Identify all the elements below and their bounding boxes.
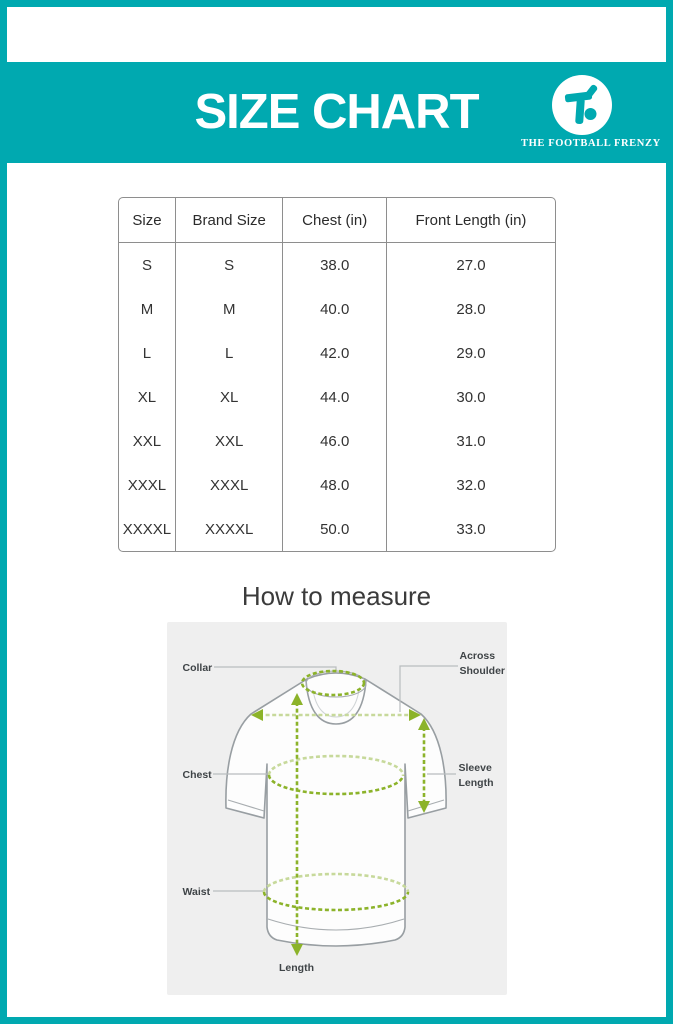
size-chart-table (118, 197, 556, 552)
column-header: Brand Size (176, 198, 283, 243)
size-cell: XXL (176, 419, 283, 463)
table-header-row (119, 198, 555, 243)
size-cell: 30.0 (456, 388, 486, 406)
size-cell: 48.0 (283, 463, 387, 507)
football-player-icon (552, 75, 612, 135)
size-cell: M (119, 287, 177, 331)
size-cell: L (176, 331, 283, 375)
brand-name: THE FOOTBALL FRENZY (521, 138, 661, 149)
size-cell: 28.0 (456, 300, 486, 318)
table-row (119, 507, 555, 551)
size-cell: XL (176, 375, 283, 419)
size-cell: S (119, 243, 177, 287)
size-cell: 29.0 (456, 344, 486, 362)
banner (0, 62, 673, 163)
size-cell: 32.0 (456, 476, 486, 494)
measure-heading: How to measure (241, 581, 432, 611)
across-shoulder-label: Across Shoulder (459, 650, 506, 678)
size-cell: XL (119, 375, 177, 419)
tshirt-diagram-svg (167, 622, 507, 995)
length-label: Length (279, 962, 314, 974)
collar-label: Collar (182, 662, 213, 674)
size-cell: 33.0 (456, 520, 486, 538)
size-cell: XXXL (176, 463, 283, 507)
sleeve-length-label: Sleeve Length (458, 762, 494, 790)
brand-logo-circle (552, 75, 612, 135)
waist-label: Waist (182, 886, 211, 898)
column-header: Chest (in) (283, 198, 387, 243)
column-header: Size (119, 198, 177, 243)
size-cell: 46.0 (283, 419, 387, 463)
size-cell: XXL (119, 419, 177, 463)
brand-logo (521, 75, 661, 149)
size-cell: XXXXL (176, 507, 283, 551)
table-row (119, 243, 555, 287)
size-cell: 42.0 (283, 331, 387, 375)
size-cell: 27.0 (456, 256, 486, 274)
size-cell: 40.0 (283, 287, 387, 331)
column-header: Front Length (in) (387, 198, 554, 243)
measure-diagram (167, 622, 507, 995)
size-cell: L (119, 331, 177, 375)
top-strip (7, 7, 666, 62)
size-cell: XXXL (119, 463, 177, 507)
table-row (119, 331, 555, 375)
table-row (119, 463, 555, 507)
table-row (119, 419, 555, 463)
chest-label: Chest (182, 769, 212, 781)
size-cell: M (176, 287, 283, 331)
size-cell: 50.0 (283, 507, 387, 551)
size-cell: 31.0 (456, 432, 486, 450)
size-table-body (119, 243, 555, 551)
size-cell: 44.0 (283, 375, 387, 419)
size-cell: 38.0 (283, 243, 387, 287)
table-row (119, 375, 555, 419)
table-row (119, 287, 555, 331)
page-title: SIZE CHART (194, 85, 479, 139)
size-cell: XXXXL (119, 507, 177, 551)
size-cell: S (176, 243, 283, 287)
